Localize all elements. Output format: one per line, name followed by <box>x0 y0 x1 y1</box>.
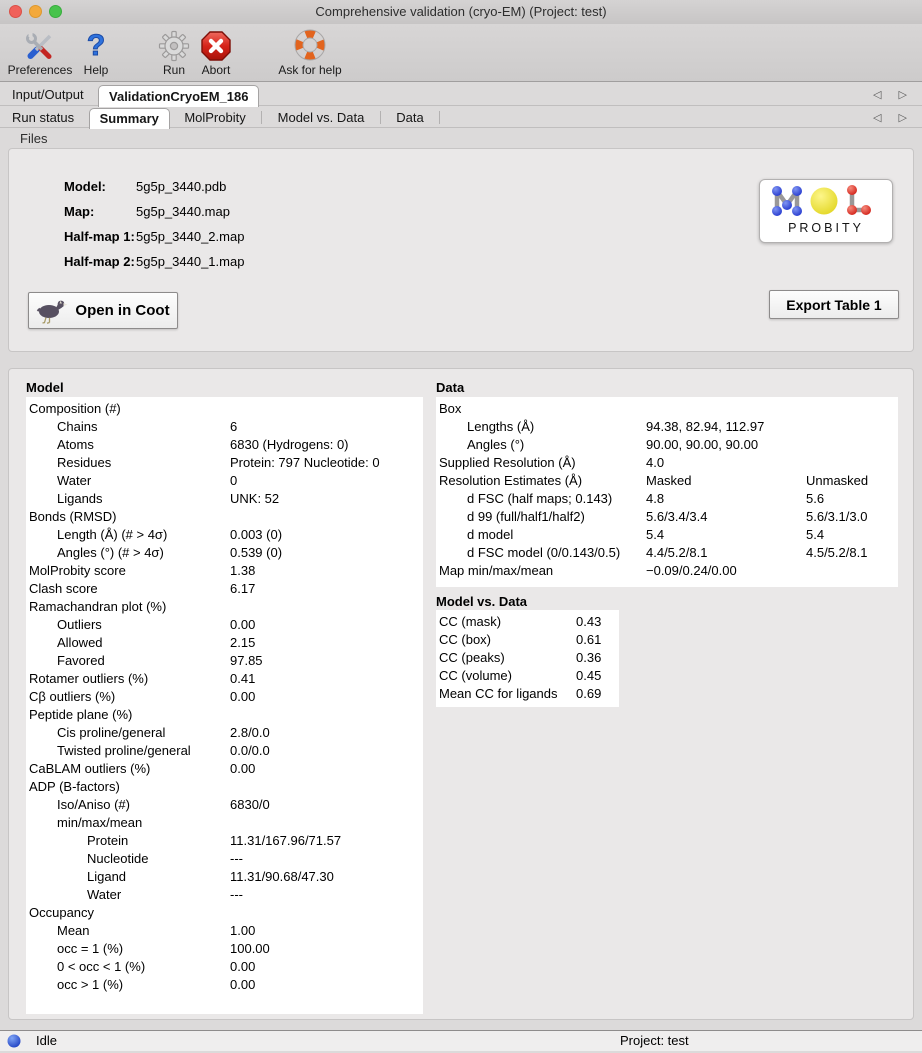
stat-row <box>436 436 898 454</box>
stat-value: --- <box>230 887 243 902</box>
file-value: 5g5p_3440_2.map <box>136 229 245 244</box>
stat-label: Mean <box>57 923 90 938</box>
tab-summary[interactable]: Summary <box>89 108 170 129</box>
stat-value-masked: Masked <box>646 473 692 488</box>
gear-icon <box>152 26 196 62</box>
stat-row <box>26 670 423 688</box>
data-stats-box <box>436 397 898 587</box>
model-vs-data-stats-box <box>436 610 619 707</box>
stat-label: Angles (°) (# > 4σ) <box>57 545 164 560</box>
stat-label: CC (volume) <box>439 668 512 683</box>
model-section-header: Model <box>26 380 64 395</box>
stat-row <box>26 436 423 454</box>
stat-label: Favored <box>57 653 105 668</box>
stat-row <box>26 832 423 850</box>
stat-label: CC (box) <box>439 632 492 647</box>
stat-label: Angles (°) <box>467 437 525 452</box>
stat-label: occ = 1 (%) <box>57 941 124 956</box>
stat-value: 11.31/90.68/47.30 <box>230 869 334 884</box>
stat-row <box>436 418 898 436</box>
stat-label: Protein <box>87 833 129 848</box>
tab-model-vs-data[interactable]: Model vs. Data <box>277 110 365 125</box>
stat-label: d FSC model (0/0.143/0.5) <box>467 545 621 560</box>
stat-value: 0.00 <box>230 959 256 974</box>
stat-label: d model <box>467 527 514 542</box>
toolbar-button-label: Preferences <box>7 63 73 77</box>
stat-row <box>26 580 423 598</box>
status-indicator-icon <box>7 1034 21 1053</box>
molprobity-caption: PROBITY <box>788 221 864 235</box>
stat-label: Water <box>57 473 92 488</box>
stat-value: 0.00 <box>230 617 256 632</box>
toolbar-button-label: Help <box>83 63 109 77</box>
tools-icon <box>0 26 80 62</box>
stat-label: Iso/Aniso (#) <box>57 797 130 812</box>
stat-value: 2.15 <box>230 635 256 650</box>
window-title: Comprehensive validation (cryo-EM) (Project: test) <box>315 4 607 19</box>
stat-value: 0.61 <box>576 632 602 647</box>
tab-validationcryoem-186[interactable]: ValidationCryoEM_186 <box>98 85 259 107</box>
summary-stats-panel <box>8 368 914 1020</box>
abort-button[interactable] <box>193 26 239 77</box>
ask-for-help-button[interactable] <box>271 26 349 77</box>
stat-value: 0 <box>230 473 238 488</box>
tab-molprobity[interactable]: MolProbity <box>184 110 246 125</box>
stat-label: Resolution Estimates (Å) <box>439 473 583 488</box>
stat-row <box>26 868 423 886</box>
stat-row <box>26 958 423 976</box>
stat-row <box>26 562 423 580</box>
file-label: Half-map 2: <box>64 254 135 269</box>
tab-run-status[interactable]: Run status <box>12 110 75 125</box>
stat-row <box>26 490 423 508</box>
stat-value-unmasked: 5.4 <box>806 527 825 542</box>
secondary-tab-bar <box>0 107 922 128</box>
stat-value: 6.17 <box>230 581 256 596</box>
project-label: Project: test <box>620 1033 689 1048</box>
stat-label: Allowed <box>57 635 103 650</box>
file-label: Half-map 1: <box>64 229 135 244</box>
stat-label: Clash score <box>29 581 98 596</box>
stat-label: Twisted proline/general <box>57 743 191 758</box>
close-window-button[interactable] <box>9 5 22 18</box>
stat-label: Mean CC for ligands <box>439 686 558 701</box>
stat-label: Occupancy <box>29 905 95 920</box>
stat-value-unmasked: 4.5/5.2/8.1 <box>806 545 868 560</box>
stat-value-masked: 90.00, 90.00, 90.00 <box>646 437 759 452</box>
stat-value-masked: 4.8 <box>646 491 665 506</box>
stat-label: Water <box>87 887 122 902</box>
file-label: Model: <box>64 179 106 194</box>
stat-row <box>26 904 423 922</box>
stat-label: MolProbity score <box>29 563 126 578</box>
tab-scroll-right-icon[interactable]: ▷ <box>898 89 907 101</box>
stat-row <box>26 814 423 832</box>
stat-label: d FSC (half maps; 0.143) <box>467 491 613 506</box>
stat-row <box>26 544 423 562</box>
stat-value: 0.0/0.0 <box>230 743 270 758</box>
stat-row <box>26 976 423 994</box>
stat-value-masked: 94.38, 82.94, 112.97 <box>646 419 765 434</box>
stat-label: Residues <box>57 455 112 470</box>
tab-scroll-nav <box>866 84 914 106</box>
stat-value: 0.00 <box>230 689 256 704</box>
stat-value: Protein: 797 Nucleotide: 0 <box>230 455 380 470</box>
toolbar-button-label: Abort <box>201 63 231 77</box>
primary-tab-bar <box>0 84 922 106</box>
stat-row <box>436 472 898 490</box>
file-value: 5g5p_3440.map <box>136 204 230 219</box>
stat-row <box>26 616 423 634</box>
stat-label: Box <box>439 401 462 416</box>
stat-label: CaBLAM outliers (%) <box>29 761 151 776</box>
stat-value: 11.31/167.96/71.57 <box>230 833 342 848</box>
stat-row <box>436 508 898 526</box>
stat-value: 1.38 <box>230 563 256 578</box>
stat-value: 6 <box>230 419 238 434</box>
stat-value: 2.8/0.0 <box>230 725 270 740</box>
stat-row <box>26 598 423 616</box>
status-text: Idle <box>36 1033 57 1048</box>
open-in-coot-button[interactable] <box>28 292 178 329</box>
stat-row <box>26 940 423 958</box>
stat-value: 0.36 <box>576 650 602 665</box>
stat-value-unmasked: 5.6 <box>806 491 825 506</box>
toolbar <box>0 24 922 82</box>
stat-label: CC (mask) <box>439 614 502 629</box>
stat-row <box>436 562 898 580</box>
titlebar <box>0 0 922 24</box>
stat-row <box>436 400 898 418</box>
stat-label: Cis proline/general <box>57 725 166 740</box>
stat-row <box>26 886 423 904</box>
stat-row <box>436 667 619 685</box>
stat-value-masked: −0.09/0.24/0.00 <box>646 563 737 578</box>
stat-label: Peptide plane (%) <box>29 707 133 722</box>
stat-value: --- <box>230 851 243 866</box>
stat-label: min/max/mean <box>57 815 143 830</box>
file-value: 5g5p_3440_1.map <box>136 254 245 269</box>
stat-label: Ramachandran plot (%) <box>29 599 167 614</box>
stat-row <box>26 526 423 544</box>
stat-label: occ > 1 (%) <box>57 977 124 992</box>
stat-label: Bonds (RMSD) <box>29 509 117 524</box>
preferences-button[interactable] <box>0 26 80 77</box>
svg-text:?: ? <box>86 29 106 62</box>
stat-row <box>26 400 423 418</box>
toolbar-button-label: Run <box>162 63 185 77</box>
stat-value: 0.00 <box>230 761 256 776</box>
stat-row <box>26 652 423 670</box>
stat-row <box>436 613 619 631</box>
file-row <box>9 249 913 274</box>
toolbar-button-label: Ask for help <box>278 63 342 77</box>
stat-label: Ligands <box>57 491 103 506</box>
stat-row <box>26 454 423 472</box>
stat-row <box>436 544 898 562</box>
stat-value-masked: 4.4/5.2/8.1 <box>646 545 708 560</box>
stat-row <box>436 490 898 508</box>
stat-row <box>26 724 423 742</box>
stat-label: Outliers <box>57 617 102 632</box>
lifebuoy-icon <box>271 26 349 62</box>
stat-label: d 99 (full/half1/half2) <box>467 509 585 524</box>
stat-value: 0.003 (0) <box>230 527 283 542</box>
tab-separator <box>380 111 381 124</box>
stat-row <box>436 649 619 667</box>
tab-data[interactable]: Data <box>396 110 424 125</box>
stat-label: Rotamer outliers (%) <box>29 671 149 686</box>
stat-row <box>26 706 423 724</box>
stat-label: Supplied Resolution (Å) <box>439 455 576 470</box>
stat-row <box>436 526 898 544</box>
file-label: Map: <box>64 204 95 219</box>
tab-separator <box>261 111 262 124</box>
stat-value: 97.85 <box>230 653 263 668</box>
stat-label: Atoms <box>57 437 94 452</box>
stat-row <box>436 631 619 649</box>
stat-row <box>26 634 423 652</box>
stat-value-masked: 5.6/3.4/3.4 <box>646 509 708 524</box>
tab-separator <box>439 111 440 124</box>
stat-row <box>436 454 898 472</box>
stat-label: Nucleotide <box>87 851 149 866</box>
stat-value: 0.41 <box>230 671 256 686</box>
stat-row <box>26 850 423 868</box>
stat-row <box>26 760 423 778</box>
stat-value: 1.00 <box>230 923 256 938</box>
stat-label: 0 < occ < 1 (%) <box>57 959 146 974</box>
stat-value-unmasked: Unmasked <box>806 473 869 488</box>
stat-value: 6830/0 <box>230 797 270 812</box>
open-in-coot-label: Open in Coot <box>75 302 170 319</box>
stat-label: Ligand <box>87 869 127 884</box>
stat-row <box>26 922 423 940</box>
tab-scroll-right-icon[interactable]: ▷ <box>898 112 907 124</box>
zoom-window-button[interactable] <box>49 5 62 18</box>
stat-value: 0.43 <box>576 614 602 629</box>
stat-value: 6830 (Hydrogens: 0) <box>230 437 349 452</box>
stat-row <box>436 685 619 703</box>
stat-value: 100.00 <box>230 941 270 956</box>
question-mark-icon <box>78 26 114 62</box>
stat-label: Chains <box>57 419 98 434</box>
files-panel <box>8 148 914 352</box>
data-section-header: Data <box>436 380 465 395</box>
model-stats-box <box>26 397 423 1014</box>
stop-x-icon <box>193 26 239 62</box>
export-table-label: Export Table 1 <box>786 296 882 313</box>
stat-row <box>26 472 423 490</box>
stat-value: 0.539 (0) <box>230 545 283 560</box>
molprobity-logo <box>759 179 893 243</box>
files-group-label: Files <box>20 131 48 146</box>
coot-bird-icon <box>36 298 68 324</box>
stat-value-masked: 5.4 <box>646 527 665 542</box>
stat-label: CC (peaks) <box>439 650 505 665</box>
file-value: 5g5p_3440.pdb <box>136 179 227 194</box>
stat-row <box>26 418 423 436</box>
stat-row <box>26 796 423 814</box>
model-vs-data-section-header: Model vs. Data <box>436 594 528 609</box>
stat-label: Composition (#) <box>29 401 121 416</box>
tab-input-output[interactable]: Input/Output <box>12 87 84 102</box>
export-table-button[interactable] <box>769 290 899 319</box>
help-button[interactable] <box>78 26 114 77</box>
stat-row <box>26 778 423 796</box>
stat-label: Length (Å) (# > 4σ) <box>57 527 168 542</box>
stat-label: ADP (B-factors) <box>29 779 120 794</box>
stat-label: Cβ outliers (%) <box>29 689 116 704</box>
stat-value-unmasked: 5.6/3.1/3.0 <box>806 509 868 524</box>
stat-row <box>26 508 423 526</box>
stat-value: UNK: 52 <box>230 491 280 506</box>
run-button[interactable] <box>152 26 196 77</box>
stat-row <box>26 742 423 760</box>
stat-value: 0.00 <box>230 977 256 992</box>
tab-scroll-left-icon[interactable]: ◁ <box>873 112 882 124</box>
stat-value: 0.45 <box>576 668 602 683</box>
stat-row <box>26 688 423 706</box>
tab-scroll-left-icon[interactable]: ◁ <box>873 89 882 101</box>
stat-value-masked: 4.0 <box>646 455 665 470</box>
stat-label: Lengths (Å) <box>467 419 535 434</box>
status-bar <box>0 1030 922 1051</box>
stat-label: Map min/max/mean <box>439 563 554 578</box>
minimize-window-button[interactable] <box>29 5 42 18</box>
stat-value: 0.69 <box>576 686 602 701</box>
tab-scroll-nav <box>866 107 914 129</box>
